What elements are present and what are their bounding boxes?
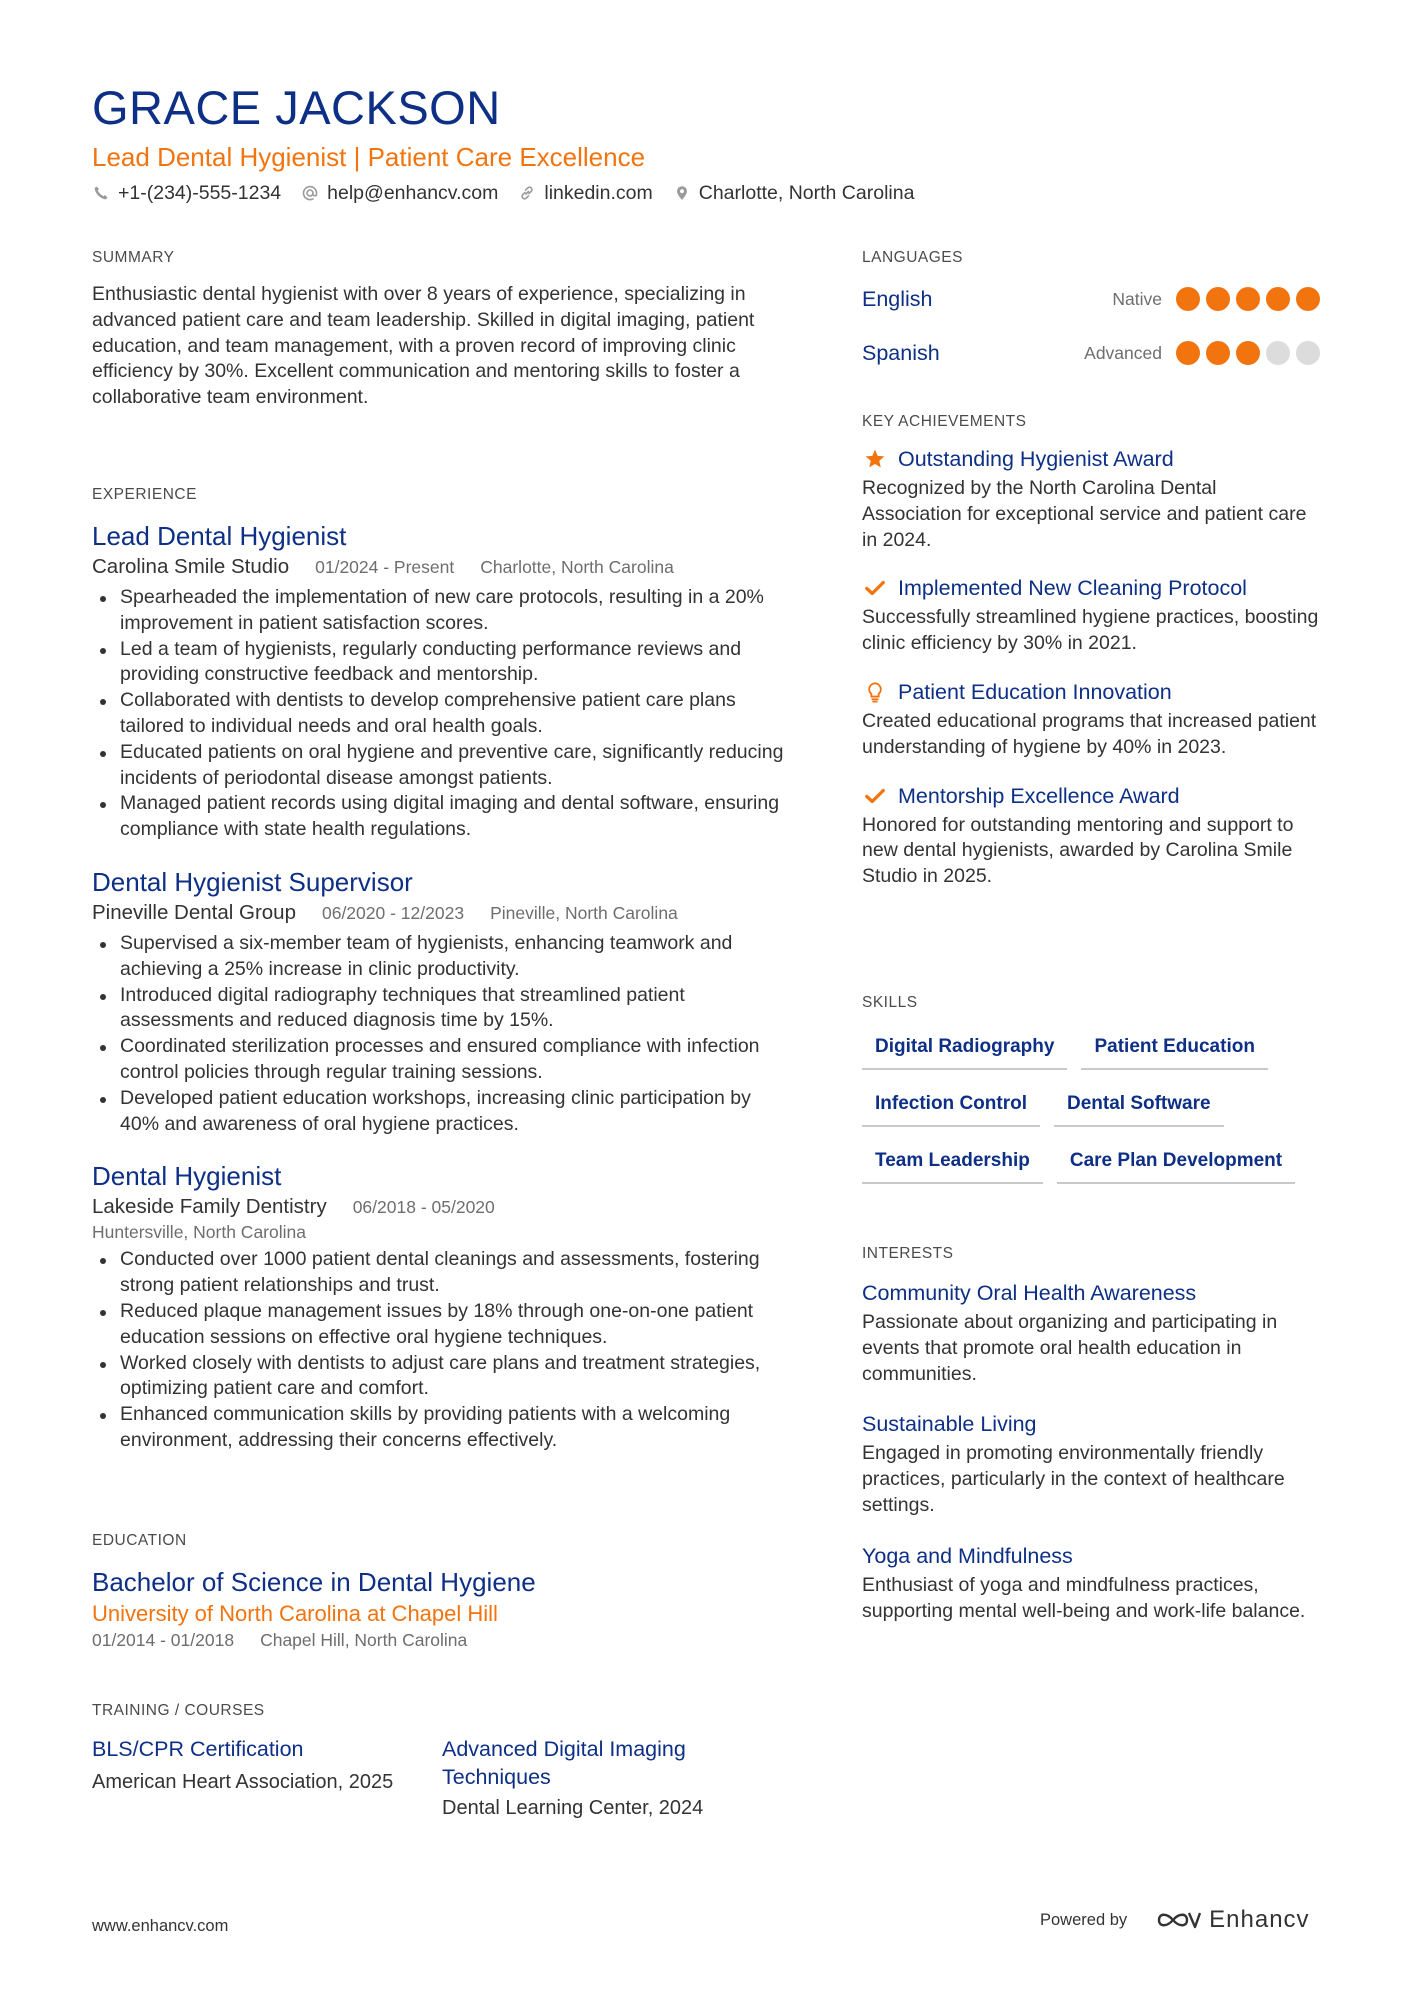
job-dates: 06/2020 - 12/2023 [321,902,465,923]
job-location: Huntersville, North Carolina [92,1222,306,1243]
bullet: Worked closely with dentists to adjust care plans and treatment strategies, optimizing patient care and comfort. [92,1351,792,1403]
bullet: Reduced plaque management issues by 18% through one-on-one patient education sessions on effective oral hygiene techniques. [92,1299,792,1351]
achievement-header [862,781,1320,811]
achievements-section [862,412,1320,910]
skill-tag: Patient Education [1081,1027,1267,1070]
contact-linkedin[interactable] [518,178,652,208]
phone-icon [92,184,110,202]
bullet: Enhanced communication skills by providing patients with a welcoming environment, addressing their concerns effectively. [92,1402,792,1454]
link-icon [518,184,536,202]
achievement-desc: Recognized by the North Carolina Dental Association for exceptional service and patient care in 2024. [862,477,1307,551]
footer-branding [1040,1906,1310,1934]
job-entry [92,865,792,1137]
lightbulb-icon [862,679,888,705]
interest-title: Yoga and Mindfulness [862,1543,1073,1568]
footer-website[interactable]: www.enhancv.com [92,1917,229,1935]
contact-email[interactable] [301,178,498,208]
language-level: Advanced [1084,342,1162,363]
rating-dot-empty [1296,341,1320,365]
location-text: Charlotte, North Carolina [698,182,915,204]
edu-meta [92,1629,792,1651]
bullet: Developed patient education workshops, increasing clinic participation by 40% and awareness of oral hygiene practices. [92,1086,792,1138]
achievement-title: Mentorship Excellence Award [898,783,1180,808]
interest-desc: Engaged in promoting environmentally friendly practices, particularly in the context of healthcare settings. [862,1442,1285,1516]
skills-section [862,993,1320,1198]
skill-tag: Dental Software [1054,1084,1224,1127]
rating-dot-filled [1206,287,1230,311]
rating-dot-filled [1236,341,1260,365]
job-meta [92,899,792,927]
achievement-item [862,781,1320,890]
experience-heading: EXPERIENCE [92,486,197,503]
achievement-title: Outstanding Hygienist Award [898,447,1174,471]
skill-tag: Care Plan Development [1057,1141,1295,1184]
course-title: BLS/CPR Certification [92,1737,304,1761]
checkmark-icon [862,783,888,809]
rating-dot-filled [1236,287,1260,311]
phone-text: +1-(234)-555-1234 [118,182,282,204]
interest-title: Community Oral Health Awareness [862,1281,1197,1305]
languages-heading: LANGUAGES [862,249,963,266]
experience-section [92,485,792,1454]
bullet: Conducted over 1000 patient dental cleanings and assessments, fostering strong patient relationships and trust. [92,1247,792,1299]
language-name: English [862,286,933,311]
job-dates: 06/2018 - 05/2020 [352,1197,495,1218]
job-company: Pineville Dental Group [92,900,296,924]
edu-degree: Bachelor of Science in Dental Hygiene [92,1567,536,1597]
skill-list [862,1027,1332,1198]
powered-by-label: Powered by [1040,1910,1128,1929]
training-heading: TRAINING / COURSES [92,1702,265,1719]
job-meta [92,1193,792,1221]
headline: Lead Dental Hygienist | Patient Care Excellence [92,142,646,172]
bullet: Managed patient records using digital imaging and dental software, ensuring compliance with state health regulations. [92,791,792,843]
achievement-desc: Successfully streamlined hygiene practices, boosting clinic efficiency by 30% in 2021. [862,606,1319,655]
rating-dot-filled [1176,341,1200,365]
interest-item [862,1278,1320,1387]
achievement-item [862,573,1320,657]
skills-heading: SKILLS [862,994,918,1011]
achievement-header [862,573,1320,603]
rating-dot-filled [1206,341,1230,365]
achievement-desc: Created educational programs that increased patient understanding of hygiene by 40% in 2023. [862,709,1317,758]
language-row [862,326,1320,380]
job-company: Lakeside Family Dentistry [92,1195,327,1219]
at-icon [301,184,319,202]
achievement-item [862,677,1320,761]
achievement-header [862,444,1320,474]
rating-dot-filled [1176,287,1200,311]
bullet: Introduced digital radiography techniques that streamlined patient assessments and reduced diagnosis time by 15%. [92,983,792,1035]
training-section [92,1701,792,1822]
bullet: Coordinated sterilization processes and ensured compliance with infection control policies through regular training sessions. [92,1034,792,1086]
summary-heading: SUMMARY [92,249,175,266]
job-location: Pineville, North Carolina [490,902,678,923]
edu-location: Chapel Hill, North Carolina [260,1630,468,1650]
languages-section [862,248,1320,380]
job-location: Charlotte, North Carolina [480,557,674,577]
language-list [862,272,1320,380]
enhancv-logo-icon [1153,1907,1201,1933]
achievements-heading: KEY ACHIEVEMENTS [862,413,1027,430]
summary-text: Enthusiastic dental hygienist with over 8 years of experience, specializing in advanced patient care and team leadership. Skilled in digital imaging, patient education, and team management, with a proven record of improving clinic efficiency by 30%. Excellent communication and mentoring skills to foster a collaborative team environment. [92,283,755,409]
bullet: Educated patients on oral hygiene and preventive care, significantly reducing incidents of periodontal disease amongst patients. [92,740,792,792]
interest-desc: Passionate about organizing and participating in events that promote oral health education in communities. [862,1311,1278,1385]
job-dates: 01/2024 - Present [315,557,455,577]
job-company: Carolina Smile Studio [92,555,290,578]
language-name: Spanish [862,340,940,365]
achievement-list [862,444,1320,890]
course-list [92,1735,792,1822]
location-pin-icon [673,184,691,202]
achievement-desc: Honored for outstanding mentoring and support to new dental hygienists, awarded by Carolina Smile Studio in 2025. [862,813,1294,888]
achievement-title: Patient Education Innovation [898,679,1172,704]
brand-name: Enhancv [1209,1906,1310,1933]
contact-bar [92,178,934,208]
course-title: Advanced Digital Imaging Techniques [442,1737,686,1789]
language-level: Native [1112,288,1162,309]
job-bullets [92,585,792,843]
job-bullets [92,1247,792,1453]
edu-dates: 01/2014 - 01/2018 [92,1630,235,1650]
interest-list [862,1278,1320,1624]
linkedin-text: linkedin.com [544,182,653,204]
job-title: Lead Dental Hygienist [92,521,347,551]
job-meta [92,553,792,581]
bullet: Led a team of hygienists, regularly conducting performance reviews and providing constructive feedback and mentorship. [92,637,792,689]
bullet: Collaborated with dentists to develop comprehensive patient care plans tailored to individual needs and oral health goals. [92,688,792,740]
skill-tag: Team Leadership [862,1141,1043,1184]
interest-title: Sustainable Living [862,1412,1037,1437]
course-org: Dental Learning Center, 2024 [442,1797,704,1819]
education-heading: EDUCATION [92,1532,187,1549]
bullet: Spearheaded the implementation of new care protocols, resulting in a 20% improvement in patient satisfaction scores. [92,585,792,637]
course-item [92,1735,442,1822]
contact-location [673,178,915,208]
interest-item [862,1409,1320,1518]
course-item [442,1735,792,1822]
language-row [862,272,1320,326]
job-title: Dental Hygienist Supervisor [92,866,413,897]
rating-dot-filled [1266,287,1290,311]
rating-dot-filled [1296,287,1320,311]
achievement-item [862,444,1320,553]
interest-item [862,1541,1320,1625]
contact-phone[interactable] [92,178,281,208]
star-icon [862,446,888,472]
achievement-header [862,677,1320,707]
job-bullets [92,931,792,1137]
job-entry [92,1159,792,1453]
course-org: American Heart Association, 2025 [92,1771,394,1793]
job-title: Dental Hygienist [92,1161,282,1192]
summary-section [92,248,792,411]
bullet: Supervised a six-member team of hygienists, enhancing teamwork and achieving a 25% increase in clinic productivity. [92,931,792,983]
interests-section [862,1244,1320,1646]
skill-tag: Digital Radiography [862,1027,1067,1070]
rating-dot-empty [1266,341,1290,365]
interests-heading: INTERESTS [862,1245,954,1262]
enhancv-logo[interactable] [1153,1906,1309,1934]
achievement-title: Implemented New Cleaning Protocol [898,576,1247,601]
job-entry [92,519,792,843]
skill-tag: Infection Control [862,1084,1040,1127]
education-section [92,1531,792,1651]
edu-school: University of North Carolina at Chapel Hill [92,1601,498,1626]
language-rating [1176,341,1320,365]
checkmark-icon [862,575,888,601]
interest-desc: Enthusiast of yoga and mindfulness practices, supporting mental well-being and work-life balance. [862,1573,1306,1622]
language-rating [1176,287,1320,311]
email-text: help@enhancv.com [327,182,499,204]
candidate-name: GRACE JACKSON [92,81,501,134]
